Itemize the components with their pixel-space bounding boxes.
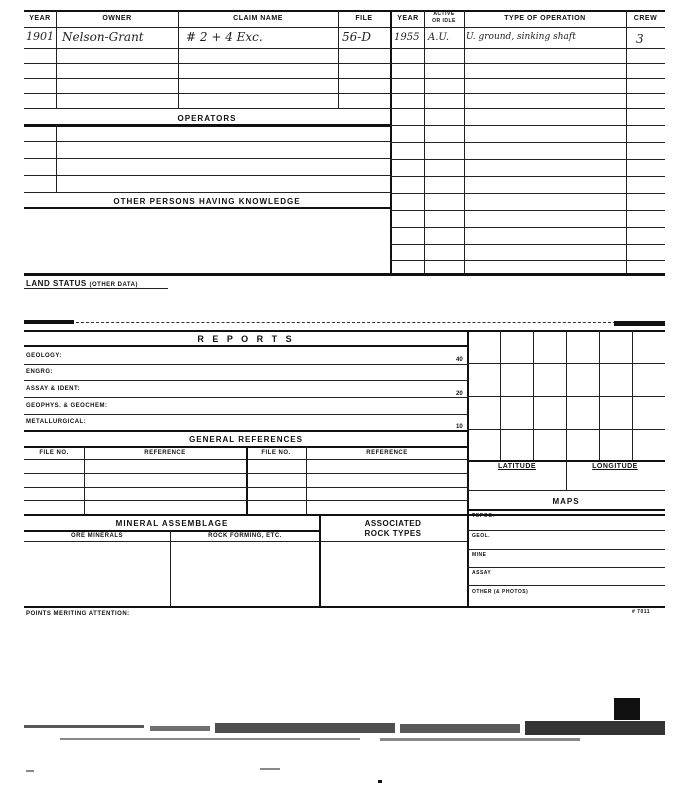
row-line <box>24 473 468 474</box>
row-line <box>390 227 665 228</box>
header-file: FILE <box>355 15 373 22</box>
row-line <box>390 142 665 143</box>
header-year: YEAR <box>29 15 51 22</box>
entry-owner: Nelson-Grant <box>62 30 144 44</box>
refs-file-no-1: FILE NO. <box>39 450 69 456</box>
row-line <box>467 530 665 531</box>
row-line <box>467 585 665 586</box>
land-status-title <box>26 279 138 288</box>
row-line <box>24 397 468 398</box>
header-rule <box>24 27 665 28</box>
col-divider <box>246 446 248 514</box>
row-line <box>24 93 665 94</box>
entry-type-of-operation: U. ground, sinking shaft <box>466 32 576 42</box>
scan-mark <box>614 321 665 326</box>
row-line <box>320 541 467 542</box>
reports-title: R E P O R T S <box>197 334 295 344</box>
grid-line <box>566 330 567 460</box>
row-line <box>390 193 665 194</box>
reports-metallurgical: METALLURGICAL: <box>26 419 87 425</box>
reports-num-10: 10 <box>456 424 463 430</box>
entry-claim-name: # 2 + 4 Exc. <box>186 30 263 44</box>
reports-top-border <box>24 330 665 332</box>
header-active: ACTIVE <box>433 11 455 17</box>
points-meriting-attention: POINTS MERITING ATTENTION: <box>26 611 130 617</box>
mineral-rule <box>24 530 320 532</box>
scan-streak <box>380 738 580 741</box>
row-line <box>24 158 390 159</box>
scan-streak <box>400 724 520 733</box>
row-line <box>467 490 665 491</box>
reports-engrg: ENGRG: <box>26 369 53 375</box>
row-line <box>24 380 468 381</box>
associated-line2: ROCK TYPES <box>364 529 422 538</box>
entry-year: 1901 <box>26 30 54 43</box>
row-line <box>390 210 665 211</box>
rock-forming-label: ROCK FORMING, ETC. <box>208 533 282 539</box>
header-claim-name: CLAIM NAME <box>233 15 283 22</box>
col-divider <box>566 460 567 490</box>
header-type-of-operation: TYPE OF OPERATION <box>504 15 586 22</box>
land-status-sub: (OTHER DATA) <box>89 282 138 288</box>
scan-speck <box>260 768 280 770</box>
row-line <box>24 514 665 516</box>
entry-crew: 3 <box>636 32 644 46</box>
mineral-title: MINERAL ASSEMBLAGE <box>115 519 229 528</box>
row-line <box>467 549 665 550</box>
reports-num-40: 40 <box>456 357 463 363</box>
row-line <box>24 541 320 542</box>
row-line <box>24 414 468 415</box>
row-line <box>24 430 468 432</box>
row-line <box>24 108 665 109</box>
row-line <box>24 364 468 365</box>
scan-speck <box>26 770 34 772</box>
maps-assay: ASSAY <box>472 570 492 576</box>
grid-line <box>500 330 501 460</box>
col-divider <box>306 446 307 514</box>
operators-title: OPERATORS <box>177 114 237 123</box>
dashed-separator <box>76 322 616 323</box>
associated-line1: ASSOCIATED <box>364 519 422 528</box>
reports-num-20: 20 <box>456 391 463 397</box>
refs-reference-1: REFERENCE <box>144 450 186 456</box>
row-line <box>24 192 390 193</box>
operators-rule <box>24 124 390 127</box>
row-line <box>24 48 665 49</box>
other-persons-title: OTHER PERSONS HAVING KNOWLEDGE <box>113 197 301 206</box>
maps-title: MAPS <box>552 497 580 506</box>
land-status-label: LAND STATUS <box>26 279 87 288</box>
row-line <box>390 159 665 160</box>
reports-rule <box>24 345 468 347</box>
general-refs-title: GENERAL REFERENCES <box>189 435 303 444</box>
header-owner: OWNER <box>102 15 132 22</box>
col-divider <box>170 530 171 606</box>
reports-assay: ASSAY & IDENT: <box>26 386 81 392</box>
row-line <box>24 141 390 142</box>
scan-streak <box>60 738 360 740</box>
grid-line <box>467 363 665 364</box>
maps-topog: TOPOG. <box>472 513 495 519</box>
ore-minerals-label: ORE MINERALS <box>70 533 123 539</box>
grid-line <box>467 396 665 397</box>
row-line <box>390 260 665 261</box>
reports-geology: GEOLOGY: <box>26 353 62 359</box>
scan-block <box>614 698 640 720</box>
row-line <box>24 175 390 176</box>
grid-line <box>533 330 534 460</box>
reports-geophys: GEOPHYS. & GEOCHEM: <box>26 403 108 409</box>
maps-other: OTHER (& PHOTOS) <box>472 589 529 595</box>
row-line <box>390 125 665 126</box>
refs-file-no-2: FILE NO. <box>261 450 291 456</box>
latitude-label: LATITUDE <box>497 463 537 470</box>
entry-active-idle: A.U. <box>428 32 450 43</box>
row-line <box>390 176 665 177</box>
land-status-underline <box>24 288 168 289</box>
row-line <box>467 567 665 568</box>
maps-geol: GEOL. <box>472 533 491 539</box>
other-persons-rule <box>24 207 390 209</box>
entry-file: 56-D <box>342 30 371 44</box>
header-or-idle: OR IDLE <box>432 18 456 24</box>
scan-streak <box>525 721 665 735</box>
entry-year-2: 1955 <box>394 32 420 43</box>
top-section-bottom <box>24 273 665 276</box>
row-line <box>24 63 665 64</box>
row-line <box>390 244 665 245</box>
refs-reference-2: REFERENCE <box>366 450 408 456</box>
grid-line <box>599 330 600 460</box>
header-crew: CREW <box>633 15 658 22</box>
scan-streak <box>215 723 395 733</box>
bottom-border <box>24 606 665 608</box>
top-border <box>24 10 665 12</box>
scan-streak <box>150 726 210 731</box>
row-line <box>24 500 468 501</box>
scan-noise <box>0 690 678 800</box>
grid-line <box>467 429 665 430</box>
grid-line <box>632 330 633 460</box>
longitude-label: LONGITUDE <box>592 463 638 470</box>
scan-speck <box>378 780 382 783</box>
row-line <box>24 78 665 79</box>
col-divider <box>84 446 85 514</box>
scan-mark <box>24 320 74 324</box>
header-year-2: YEAR <box>397 15 419 22</box>
maps-mine: MINE <box>472 552 487 558</box>
scan-streak <box>24 725 144 728</box>
form-number: # 7011 <box>632 609 651 615</box>
maps-rule <box>467 509 665 511</box>
row-line <box>24 487 468 488</box>
